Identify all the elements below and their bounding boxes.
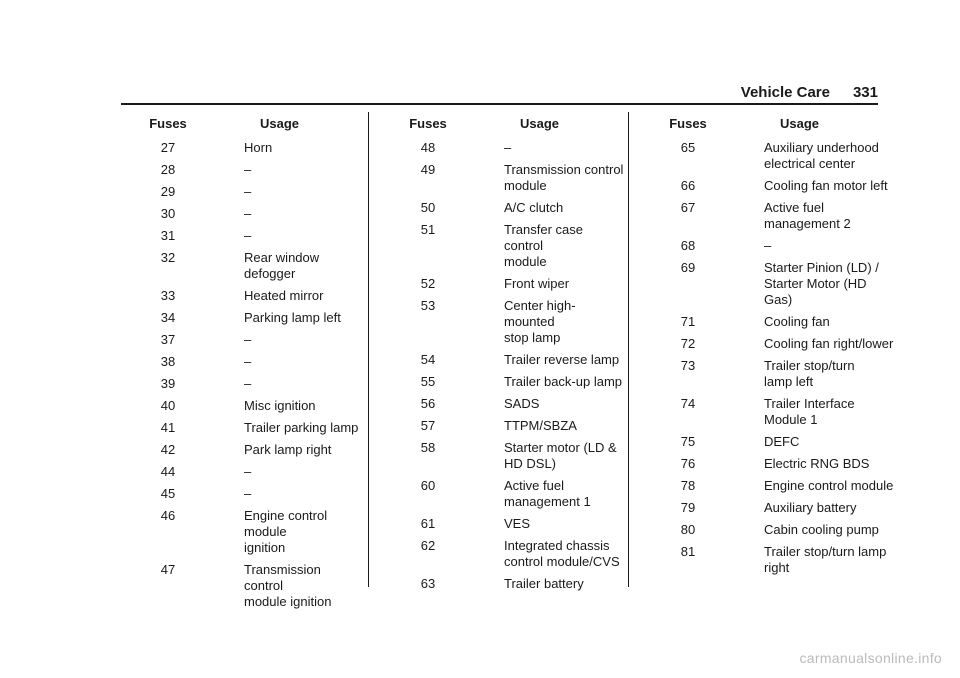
fuse-row	[140, 464, 360, 480]
page-number: 331	[852, 84, 878, 101]
fuse-usage: –	[244, 464, 252, 479]
fuse-number: 45	[160, 486, 176, 501]
fuse-number: 33	[160, 288, 176, 303]
fuse-row	[660, 140, 895, 172]
fuse-row	[400, 418, 625, 434]
fuse-row	[140, 398, 360, 414]
fuse-usage: VES	[504, 516, 531, 531]
fuse-number: 61	[420, 516, 436, 531]
fuse-usage: Starter Pinion (LD) / Starter Motor (HD Gas)	[764, 260, 879, 307]
fuse-number: 81	[680, 544, 696, 559]
fuse-number: 31	[160, 228, 176, 243]
fuse-number: 38	[160, 354, 176, 369]
fuse-usage: Active fuel management 2	[764, 200, 851, 231]
fuse-number: 56	[420, 396, 436, 411]
fuse-number: 75	[680, 434, 696, 449]
fuse-row	[660, 314, 895, 330]
fuse-usage: Parking lamp left	[244, 310, 341, 325]
fuse-row	[660, 238, 895, 254]
header-rule	[121, 103, 878, 105]
fuse-usage: Center high-mounted stop lamp	[504, 298, 576, 345]
fuse-usage: Electric RNG BDS	[764, 456, 870, 471]
column-header	[140, 116, 360, 140]
fuse-usage: Heated mirror	[244, 288, 324, 303]
fuse-row	[400, 222, 625, 270]
fuse-row	[140, 184, 360, 200]
fuses-header: Fuses	[149, 116, 187, 131]
fuse-row	[400, 478, 625, 510]
fuse-usage: Trailer battery	[504, 576, 584, 591]
fuse-number: 76	[680, 456, 696, 471]
fuse-row	[140, 376, 360, 392]
fuse-usage: Cooling fan right/lower	[764, 336, 894, 351]
fuse-row	[400, 538, 625, 570]
fuse-usage: DEFC	[764, 434, 800, 449]
fuse-row	[400, 374, 625, 390]
fuse-usage: Cooling fan	[764, 314, 830, 329]
fuse-usage: Engine control module ignition	[244, 508, 328, 555]
fuse-number: 49	[420, 162, 436, 177]
fuse-row	[660, 178, 895, 194]
fuse-number: 29	[160, 184, 176, 199]
fuse-number: 47	[160, 562, 176, 577]
fuse-rows	[660, 140, 895, 576]
fuse-number: 74	[680, 396, 696, 411]
fuse-usage: –	[504, 140, 512, 155]
fuse-number: 66	[680, 178, 696, 193]
fuse-row	[660, 200, 895, 232]
fuse-row	[660, 544, 895, 576]
fuse-number: 46	[160, 508, 176, 523]
fuse-number: 72	[680, 336, 696, 351]
fuses-header: Fuses	[409, 116, 447, 131]
fuse-number: 62	[420, 538, 436, 553]
fuses-header: Fuses	[669, 116, 707, 131]
fuse-number: 37	[160, 332, 176, 347]
fuse-usage: –	[764, 238, 772, 253]
fuse-usage: –	[244, 162, 252, 177]
fuse-row	[660, 522, 895, 538]
fuse-usage: Transmission control module	[504, 162, 624, 193]
fuse-rows	[140, 140, 360, 610]
column-header	[660, 116, 895, 140]
fuse-number: 68	[680, 238, 696, 253]
fuse-row	[140, 486, 360, 502]
fuse-number: 41	[160, 420, 176, 435]
fuse-number: 51	[420, 222, 436, 237]
fuse-row	[400, 200, 625, 216]
fuse-number: 50	[420, 200, 436, 215]
fuse-row	[400, 276, 625, 292]
fuse-row	[660, 500, 895, 516]
fuse-usage: Front wiper	[504, 276, 570, 291]
fuse-row	[400, 162, 625, 194]
fuse-row	[400, 440, 625, 472]
fuse-usage: Transfer case control module	[504, 222, 583, 269]
fuse-number: 57	[420, 418, 436, 433]
fuse-row	[400, 352, 625, 368]
fuse-usage: –	[244, 376, 252, 391]
fuse-usage: Trailer reverse lamp	[504, 352, 620, 367]
fuse-row	[140, 562, 360, 610]
fuse-number: 54	[420, 352, 436, 367]
fuse-number: 79	[680, 500, 696, 515]
section-title: Vehicle Care	[740, 84, 830, 101]
fuse-number: 34	[160, 310, 176, 325]
fuse-number: 80	[680, 522, 696, 537]
fuse-number: 27	[160, 140, 176, 155]
fuse-row	[140, 140, 360, 156]
fuse-number: 60	[420, 478, 436, 493]
fuse-row	[660, 336, 895, 352]
fuse-usage: Trailer back-up lamp	[504, 374, 623, 389]
fuse-number: 52	[420, 276, 436, 291]
fuse-row	[660, 478, 895, 494]
fuse-row	[660, 260, 895, 308]
fuse-usage: Auxiliary underhood electrical center	[764, 140, 879, 171]
fuse-usage: Trailer parking lamp	[244, 420, 359, 435]
fuse-column-2	[400, 116, 625, 598]
fuse-row	[660, 396, 895, 428]
fuse-number: 30	[160, 206, 176, 221]
fuse-row	[140, 420, 360, 436]
fuse-row	[400, 516, 625, 532]
fuse-number: 39	[160, 376, 176, 391]
fuse-usage: Cabin cooling pump	[764, 522, 879, 537]
fuse-usage: A/C clutch	[504, 200, 564, 215]
fuse-number: 53	[420, 298, 436, 313]
fuse-row	[140, 332, 360, 348]
column-divider	[628, 112, 629, 587]
fuse-number: 40	[160, 398, 176, 413]
fuse-rows	[400, 140, 625, 592]
fuse-usage: Starter motor (LD & HD DSL)	[504, 440, 617, 471]
fuse-usage: Trailer stop/turn lamp left	[764, 358, 855, 389]
fuse-row	[400, 298, 625, 346]
fuse-usage: Misc ignition	[244, 398, 316, 413]
fuse-row	[400, 576, 625, 592]
fuse-number: 58	[420, 440, 436, 455]
fuse-usage: TTPM/SBZA	[504, 418, 577, 433]
column-header	[400, 116, 625, 140]
fuse-column-1	[140, 116, 360, 616]
fuse-number: 67	[680, 200, 696, 215]
fuse-row	[660, 434, 895, 450]
fuse-row	[140, 250, 360, 282]
fuse-usage: –	[244, 354, 252, 369]
fuse-usage: –	[244, 206, 252, 221]
fuse-number: 44	[160, 464, 176, 479]
fuse-number: 73	[680, 358, 696, 373]
fuse-row	[140, 162, 360, 178]
fuse-number: 55	[420, 374, 436, 389]
fuse-row	[140, 508, 360, 556]
fuse-number: 28	[160, 162, 176, 177]
fuse-number: 78	[680, 478, 696, 493]
fuse-usage: Active fuel management 1	[504, 478, 591, 509]
watermark: carmanualsonline.info	[799, 650, 942, 666]
fuse-row	[140, 228, 360, 244]
fuse-row	[140, 354, 360, 370]
fuse-usage: Rear window defogger	[244, 250, 320, 281]
fuse-number: 63	[420, 576, 436, 591]
fuse-number: 69	[680, 260, 696, 275]
fuse-number: 42	[160, 442, 176, 457]
fuse-row	[140, 310, 360, 326]
fuse-usage: Cooling fan motor left	[764, 178, 888, 193]
fuse-row	[140, 442, 360, 458]
fuse-number: 48	[420, 140, 436, 155]
fuse-row	[400, 396, 625, 412]
fuse-row	[140, 206, 360, 222]
fuse-usage: –	[244, 332, 252, 347]
fuse-usage: Trailer Interface Module 1	[764, 396, 855, 427]
fuse-usage: Horn	[244, 140, 273, 155]
column-divider	[368, 112, 369, 587]
fuse-number: 65	[680, 140, 696, 155]
fuse-usage: Park lamp right	[244, 442, 332, 457]
fuse-number: 71	[680, 314, 696, 329]
fuse-usage: Integrated chassis control module/CVS	[504, 538, 620, 569]
fuse-usage: SADS	[504, 396, 540, 411]
fuse-column-3	[660, 116, 895, 582]
fuse-usage: Transmission control module ignition	[244, 562, 332, 609]
usage-header: Usage	[780, 116, 820, 131]
fuse-usage: Engine control module	[764, 478, 894, 493]
fuse-usage: –	[244, 228, 252, 243]
usage-header: Usage	[520, 116, 560, 131]
fuse-row	[660, 456, 895, 472]
fuse-usage: Trailer stop/turn lamp right	[764, 544, 887, 575]
fuse-number: 32	[160, 250, 176, 265]
fuse-usage: –	[244, 486, 252, 501]
fuse-row	[400, 140, 625, 156]
fuse-row	[660, 358, 895, 390]
fuse-row	[140, 288, 360, 304]
fuse-usage: Auxiliary battery	[764, 500, 857, 515]
fuse-usage: –	[244, 184, 252, 199]
usage-header: Usage	[260, 116, 300, 131]
